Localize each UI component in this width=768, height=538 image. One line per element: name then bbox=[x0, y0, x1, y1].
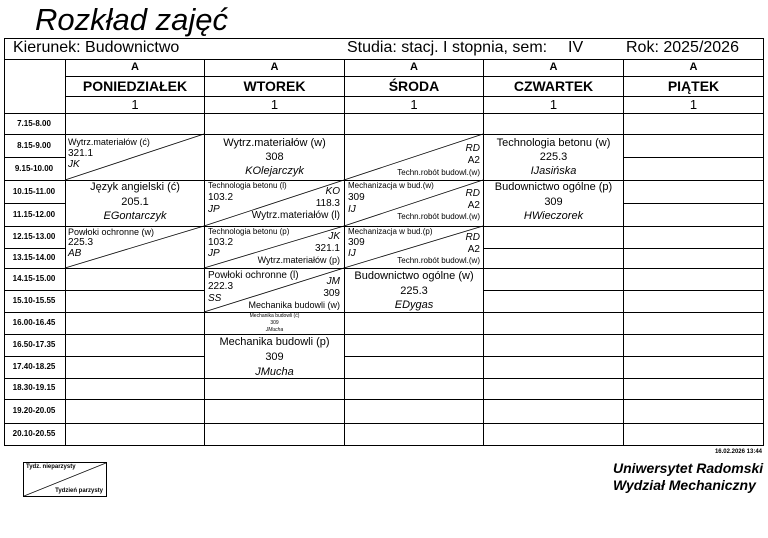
entry-room: 103.2 bbox=[208, 192, 234, 203]
entry-subject: Mechanika budowli (w) bbox=[248, 300, 340, 310]
time-slot: 20.10-20.55 bbox=[12, 429, 56, 438]
day-name-wed: ŚRODA bbox=[388, 78, 440, 94]
entry-teacher: IJ bbox=[348, 248, 356, 259]
entry-teacher: IJ bbox=[348, 204, 356, 215]
entry-room: A2 bbox=[467, 200, 480, 211]
entry-teacher: KOlejarczyk bbox=[245, 165, 304, 177]
timestamp: 16.02.2026 13:44 bbox=[714, 449, 762, 455]
entry-room: 118.3 bbox=[315, 198, 340, 209]
day-name-tue: WTOREK bbox=[243, 78, 306, 94]
legend-odd-week: Tydz. nieparzysty bbox=[26, 464, 76, 470]
day-name-fri: PIĄTEK bbox=[667, 78, 720, 94]
entry-subject: Budownictwo ogólne (w) bbox=[354, 270, 474, 282]
day-group-thu: A bbox=[549, 61, 558, 73]
faculty-name: Wydział Mechaniczny bbox=[613, 477, 756, 493]
entry-room: 205.1 bbox=[121, 196, 149, 208]
week-parity-legend bbox=[23, 462, 107, 497]
entry-subject: Budownictwo ogólne (p) bbox=[494, 181, 613, 193]
entry-teacher: JK bbox=[328, 231, 340, 242]
entry-room: 222.3 bbox=[208, 281, 234, 292]
time-slot: 12.15-13.00 bbox=[12, 232, 56, 241]
entry-teacher: EGontarczyk bbox=[103, 210, 167, 222]
entry-subject: Wytrz.materiałów (ć) bbox=[68, 137, 150, 147]
time-slot: 18.30-19.15 bbox=[12, 383, 56, 392]
entry-subject: Wytrz.materiałów (l) bbox=[251, 210, 340, 221]
entry-subject: Wytrz.materiałów (w) bbox=[223, 137, 326, 149]
day-group-wed: A bbox=[410, 61, 418, 73]
time-slot: 15.10-15.55 bbox=[12, 296, 56, 305]
time-slot: 19.20-20.05 bbox=[12, 406, 56, 415]
day-group-fri: A bbox=[689, 61, 698, 73]
day-week-tue: 1 bbox=[270, 97, 279, 112]
time-slot: 13.15-14.00 bbox=[12, 253, 56, 262]
entry-teacher: RD bbox=[465, 188, 480, 199]
entry-room: A2 bbox=[467, 244, 480, 255]
entry-room: 309 bbox=[323, 288, 340, 299]
entry-subject: Mechanika budowli (ć) bbox=[249, 313, 300, 319]
entry-room: 225.3 bbox=[539, 151, 568, 163]
entry-teacher: IJasińska bbox=[530, 165, 577, 177]
entry-teacher: SS bbox=[208, 293, 222, 304]
entry-room: 309 bbox=[270, 320, 279, 326]
entry-teacher: JK bbox=[68, 159, 80, 170]
entry-subject: Mechanika budowli (p) bbox=[219, 336, 330, 348]
university-name: Uniwersytet Radomski bbox=[613, 460, 764, 476]
study-mode: Studia: stacj. I stopnia, sem: bbox=[347, 39, 548, 56]
day-group-tue: A bbox=[270, 61, 279, 73]
entry-subject: Powłoki ochronne (w) bbox=[68, 227, 155, 237]
time-slot: 16.00-16.45 bbox=[12, 318, 56, 327]
entry-subject: Mechanizacja w bud.(p) bbox=[348, 227, 433, 236]
entry-subject: Technologia betonu (p) bbox=[208, 227, 290, 236]
time-slot: 10.15-11.00 bbox=[12, 187, 56, 196]
entry-room: 309 bbox=[544, 196, 563, 208]
time-slot: 8.15-9.00 bbox=[17, 141, 51, 150]
entry-teacher: JMucha bbox=[265, 327, 284, 333]
field-of-study: Kierunek: Budownictwo bbox=[13, 39, 180, 56]
entry-room: 225.3 bbox=[400, 285, 428, 297]
page-title: Rozkład zajęć bbox=[35, 2, 228, 37]
entry-room: A2 bbox=[467, 155, 480, 166]
day-week-mon: 1 bbox=[131, 97, 139, 112]
day-name-mon: PONIEDZIAŁEK bbox=[82, 78, 188, 94]
entry-subject: Techn.robót budowl.(w) bbox=[397, 256, 480, 265]
time-slot: 7.15-8.00 bbox=[17, 119, 51, 128]
legend-even-week: Tydzień parzysty bbox=[55, 488, 103, 494]
entry-subject: Techn.robót budowl.(w) bbox=[397, 212, 480, 221]
entry-teacher: JM bbox=[326, 276, 340, 287]
entry-subject: Techn.robót budowl.(w) bbox=[397, 168, 480, 177]
day-week-wed: 1 bbox=[410, 97, 418, 112]
entry-subject: Wytrz.materiałów (p) bbox=[257, 255, 340, 265]
entry-subject: Technologia betonu (w) bbox=[496, 137, 611, 149]
time-slot: 16.50-17.35 bbox=[12, 340, 56, 349]
entry-room: 309 bbox=[348, 237, 365, 248]
entry-room: 309 bbox=[265, 351, 284, 363]
time-slot: 17.40-18.25 bbox=[12, 362, 56, 371]
entry-room: 225.3 bbox=[68, 237, 94, 248]
semester: IV bbox=[568, 39, 584, 56]
entry-teacher: KO bbox=[325, 186, 340, 197]
time-slot: 11.15-12.00 bbox=[12, 210, 56, 219]
entry-teacher: JMucha bbox=[255, 366, 294, 378]
day-week-fri: 1 bbox=[689, 97, 698, 112]
entry-room: 321.1 bbox=[314, 243, 340, 254]
time-slot: 9.15-10.00 bbox=[14, 164, 54, 173]
time-slot: 14.15-15.00 bbox=[12, 274, 56, 283]
day-group-mon: A bbox=[131, 61, 139, 73]
entry-teacher: EDygas bbox=[394, 299, 434, 311]
entry-teacher: JP bbox=[208, 248, 220, 259]
entry-subject: Język angielski (ć) bbox=[90, 181, 180, 193]
entry-room: 321.1 bbox=[68, 148, 94, 159]
entry-room: 103.2 bbox=[208, 237, 234, 248]
entry-teacher: RD bbox=[465, 143, 480, 154]
entry-teacher: AB bbox=[68, 248, 82, 259]
entry-teacher: JP bbox=[208, 204, 220, 215]
day-week-thu: 1 bbox=[549, 97, 558, 112]
academic-year: Rok: 2025/2026 bbox=[626, 39, 739, 56]
entry-subject: Mechanizacja w bud.(w) bbox=[348, 181, 434, 190]
entry-teacher: RD bbox=[465, 232, 480, 243]
entry-room: 308 bbox=[265, 151, 284, 163]
entry-teacher: HWieczorek bbox=[523, 210, 584, 222]
day-name-thu: CZWARTEK bbox=[513, 78, 594, 94]
entry-subject: Powłoki ochronne (l) bbox=[208, 270, 299, 281]
entry-subject: Technologia betonu (l) bbox=[208, 181, 287, 190]
entry-room: 309 bbox=[348, 192, 365, 203]
